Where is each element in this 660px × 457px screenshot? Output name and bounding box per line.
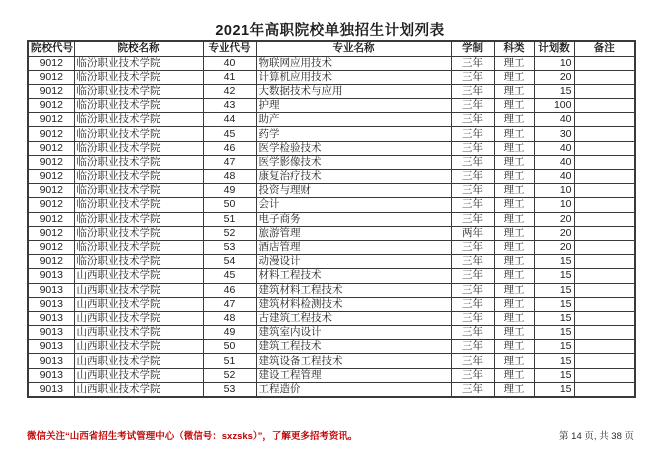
college-code-cell: 9013	[28, 269, 74, 283]
remark-cell	[574, 240, 635, 254]
column-header-college-name: 院校名称	[74, 41, 203, 56]
college-code-cell: 9013	[28, 326, 74, 340]
plan-count-cell: 40	[534, 113, 574, 127]
plan-count-cell: 15	[534, 297, 574, 311]
major-name-cell: 工程造价	[256, 382, 451, 397]
category-cell: 理工	[494, 326, 534, 340]
remark-cell	[574, 141, 635, 155]
college-code-cell: 9012	[28, 226, 74, 240]
major-name-cell: 物联网应用技术	[256, 56, 451, 70]
plan-count-cell: 15	[534, 382, 574, 397]
enrollment-plan-table	[27, 40, 636, 398]
duration-cell: 三年	[451, 283, 494, 297]
table-row	[28, 56, 635, 70]
plan-count-cell: 40	[534, 155, 574, 169]
duration-cell: 三年	[451, 99, 494, 113]
college-code-cell: 9013	[28, 283, 74, 297]
major-name-cell: 大数据技术与应用	[256, 84, 451, 98]
college-code-cell: 9012	[28, 198, 74, 212]
duration-cell: 三年	[451, 155, 494, 169]
major-code-cell: 46	[203, 141, 256, 155]
column-header-category: 科类	[494, 41, 534, 56]
remark-cell	[574, 70, 635, 84]
major-code-cell: 51	[203, 212, 256, 226]
college-code-cell: 9012	[28, 255, 74, 269]
remark-cell	[574, 155, 635, 169]
table-row	[28, 255, 635, 269]
college-name-cell: 临汾职业技术学院	[74, 113, 203, 127]
remark-cell	[574, 340, 635, 354]
major-code-cell: 48	[203, 311, 256, 325]
major-name-cell: 助产	[256, 113, 451, 127]
duration-cell: 三年	[451, 240, 494, 254]
column-header-remark: 备注	[574, 41, 635, 56]
duration-cell: 三年	[451, 70, 494, 84]
category-cell: 理工	[494, 212, 534, 226]
category-cell: 理工	[494, 368, 534, 382]
major-name-cell: 医学检验技术	[256, 141, 451, 155]
major-name-cell: 酒店管理	[256, 240, 451, 254]
college-code-cell: 9012	[28, 99, 74, 113]
category-cell: 理工	[494, 84, 534, 98]
college-code-cell: 9012	[28, 70, 74, 84]
category-cell: 理工	[494, 184, 534, 198]
page-title: 2021年高职院校单独招生计划列表	[215, 23, 445, 39]
table-row	[28, 226, 635, 240]
category-cell: 理工	[494, 56, 534, 70]
remark-cell	[574, 382, 635, 397]
column-header-college-code: 院校代号	[28, 41, 74, 56]
college-name-cell: 临汾职业技术学院	[74, 212, 203, 226]
remark-cell	[574, 212, 635, 226]
college-code-cell: 9013	[28, 368, 74, 382]
plan-count-cell: 30	[534, 127, 574, 141]
column-header-major-name: 专业名称	[256, 41, 451, 56]
college-name-cell: 山西职业技术学院	[74, 311, 203, 325]
plan-count-cell: 15	[534, 311, 574, 325]
college-code-cell: 9013	[28, 382, 74, 397]
college-code-cell: 9012	[28, 212, 74, 226]
plan-count-cell: 15	[534, 255, 574, 269]
duration-cell: 三年	[451, 56, 494, 70]
category-cell: 理工	[494, 99, 534, 113]
major-code-cell: 48	[203, 170, 256, 184]
plan-count-cell: 20	[534, 240, 574, 254]
column-header-major-code: 专业代号	[203, 41, 256, 56]
category-cell: 理工	[494, 155, 534, 169]
college-code-cell: 9013	[28, 354, 74, 368]
table-row	[28, 127, 635, 141]
college-name-cell: 临汾职业技术学院	[74, 184, 203, 198]
major-code-cell: 47	[203, 297, 256, 311]
college-code-cell: 9012	[28, 56, 74, 70]
major-name-cell: 医学影像技术	[256, 155, 451, 169]
college-code-cell: 9012	[28, 141, 74, 155]
major-name-cell: 康复治疗技术	[256, 170, 451, 184]
duration-cell: 三年	[451, 184, 494, 198]
college-code-cell: 9012	[28, 170, 74, 184]
major-name-cell: 建筑材料检测技术	[256, 297, 451, 311]
plan-count-cell: 10	[534, 184, 574, 198]
duration-cell: 三年	[451, 269, 494, 283]
table-row	[28, 311, 635, 325]
college-code-cell: 9012	[28, 84, 74, 98]
category-cell: 理工	[494, 127, 534, 141]
remark-cell	[574, 127, 635, 141]
college-name-cell: 临汾职业技术学院	[74, 84, 203, 98]
table-row	[28, 297, 635, 311]
plan-count-cell: 15	[534, 354, 574, 368]
duration-cell: 三年	[451, 141, 494, 155]
category-cell: 理工	[494, 113, 534, 127]
major-name-cell: 动漫设计	[256, 255, 451, 269]
major-code-cell: 45	[203, 269, 256, 283]
remark-cell	[574, 170, 635, 184]
remark-cell	[574, 326, 635, 340]
table-row	[28, 113, 635, 127]
category-cell: 理工	[494, 226, 534, 240]
duration-cell: 三年	[451, 127, 494, 141]
college-name-cell: 临汾职业技术学院	[74, 141, 203, 155]
category-cell: 理工	[494, 240, 534, 254]
category-cell: 理工	[494, 311, 534, 325]
remark-cell	[574, 311, 635, 325]
table-body	[28, 56, 635, 397]
plan-count-cell: 10	[534, 198, 574, 212]
major-name-cell: 旅游管理	[256, 226, 451, 240]
remark-cell	[574, 184, 635, 198]
plan-count-cell: 15	[534, 326, 574, 340]
duration-cell: 三年	[451, 212, 494, 226]
table-row	[28, 368, 635, 382]
college-code-cell: 9013	[28, 311, 74, 325]
major-name-cell: 护理	[256, 99, 451, 113]
duration-cell: 三年	[451, 297, 494, 311]
category-cell: 理工	[494, 283, 534, 297]
major-code-cell: 46	[203, 283, 256, 297]
duration-cell: 三年	[451, 311, 494, 325]
remark-cell	[574, 297, 635, 311]
wechat-notice: 微信关注“山西省招生考试管理中心（微信号：sxzsks）”，了解更多招考资讯。	[27, 431, 358, 442]
duration-cell: 三年	[451, 340, 494, 354]
table-row	[28, 99, 635, 113]
remark-cell	[574, 113, 635, 127]
college-name-cell: 山西职业技术学院	[74, 368, 203, 382]
table-row	[28, 340, 635, 354]
remark-cell	[574, 198, 635, 212]
college-name-cell: 山西职业技术学院	[74, 354, 203, 368]
major-code-cell: 49	[203, 184, 256, 198]
table-row	[28, 240, 635, 254]
table-row	[28, 70, 635, 84]
college-name-cell: 山西职业技术学院	[74, 340, 203, 354]
duration-cell: 三年	[451, 84, 494, 98]
major-code-cell: 52	[203, 368, 256, 382]
category-cell: 理工	[494, 70, 534, 84]
major-name-cell: 古建筑工程技术	[256, 311, 451, 325]
major-name-cell: 计算机应用技术	[256, 70, 451, 84]
plan-count-cell: 40	[534, 170, 574, 184]
table-header-row	[28, 41, 635, 56]
major-code-cell: 52	[203, 226, 256, 240]
major-name-cell: 建设工程管理	[256, 368, 451, 382]
category-cell: 理工	[494, 255, 534, 269]
college-name-cell: 临汾职业技术学院	[74, 99, 203, 113]
category-cell: 理工	[494, 141, 534, 155]
major-name-cell: 会计	[256, 198, 451, 212]
major-code-cell: 44	[203, 113, 256, 127]
college-name-cell: 山西职业技术学院	[74, 326, 203, 340]
college-code-cell: 9013	[28, 297, 74, 311]
column-header-duration: 学制	[451, 41, 494, 56]
table-header	[28, 41, 635, 56]
plan-count-cell: 20	[534, 226, 574, 240]
table-row	[28, 382, 635, 397]
college-name-cell: 临汾职业技术学院	[74, 255, 203, 269]
major-code-cell: 54	[203, 255, 256, 269]
table-row	[28, 198, 635, 212]
college-code-cell: 9012	[28, 127, 74, 141]
major-code-cell: 50	[203, 198, 256, 212]
column-header-plan-count: 计划数	[534, 41, 574, 56]
major-name-cell: 建筑设备工程技术	[256, 354, 451, 368]
remark-cell	[574, 283, 635, 297]
college-name-cell: 山西职业技术学院	[74, 269, 203, 283]
duration-cell: 三年	[451, 354, 494, 368]
table-row	[28, 155, 635, 169]
major-code-cell: 49	[203, 326, 256, 340]
remark-cell	[574, 84, 635, 98]
category-cell: 理工	[494, 198, 534, 212]
college-name-cell: 山西职业技术学院	[74, 382, 203, 397]
duration-cell: 三年	[451, 368, 494, 382]
college-name-cell: 临汾职业技术学院	[74, 170, 203, 184]
table-row	[28, 269, 635, 283]
remark-cell	[574, 255, 635, 269]
college-name-cell: 临汾职业技术学院	[74, 240, 203, 254]
duration-cell: 三年	[451, 198, 494, 212]
plan-count-cell: 20	[534, 212, 574, 226]
college-code-cell: 9012	[28, 240, 74, 254]
table-row	[28, 326, 635, 340]
major-code-cell: 51	[203, 354, 256, 368]
table-row	[28, 170, 635, 184]
major-code-cell: 42	[203, 84, 256, 98]
duration-cell: 三年	[451, 382, 494, 397]
plan-count-cell: 15	[534, 283, 574, 297]
remark-cell	[574, 56, 635, 70]
major-code-cell: 50	[203, 340, 256, 354]
college-name-cell: 临汾职业技术学院	[74, 198, 203, 212]
table-row	[28, 283, 635, 297]
duration-cell: 两年	[451, 226, 494, 240]
major-name-cell: 电子商务	[256, 212, 451, 226]
college-code-cell: 9012	[28, 184, 74, 198]
major-code-cell: 47	[203, 155, 256, 169]
table-row	[28, 141, 635, 155]
college-code-cell: 9012	[28, 113, 74, 127]
category-cell: 理工	[494, 297, 534, 311]
major-name-cell: 建筑室内设计	[256, 326, 451, 340]
major-code-cell: 53	[203, 240, 256, 254]
major-code-cell: 41	[203, 70, 256, 84]
plan-count-cell: 15	[534, 340, 574, 354]
remark-cell	[574, 368, 635, 382]
college-name-cell: 临汾职业技术学院	[74, 56, 203, 70]
college-code-cell: 9012	[28, 155, 74, 169]
major-name-cell: 建筑工程技术	[256, 340, 451, 354]
duration-cell: 三年	[451, 170, 494, 184]
college-name-cell: 山西职业技术学院	[74, 283, 203, 297]
major-code-cell: 45	[203, 127, 256, 141]
table-row	[28, 354, 635, 368]
plan-count-cell: 100	[534, 99, 574, 113]
table-row	[28, 84, 635, 98]
remark-cell	[574, 354, 635, 368]
page-number-info: 第 14 页, 共 38 页	[559, 431, 634, 442]
remark-cell	[574, 99, 635, 113]
major-name-cell: 药学	[256, 127, 451, 141]
duration-cell: 三年	[451, 255, 494, 269]
remark-cell	[574, 226, 635, 240]
major-code-cell: 53	[203, 382, 256, 397]
college-name-cell: 临汾职业技术学院	[74, 155, 203, 169]
duration-cell: 三年	[451, 113, 494, 127]
category-cell: 理工	[494, 354, 534, 368]
plan-count-cell: 15	[534, 368, 574, 382]
category-cell: 理工	[494, 382, 534, 397]
plan-count-cell: 20	[534, 70, 574, 84]
table-row	[28, 212, 635, 226]
category-cell: 理工	[494, 269, 534, 283]
plan-count-cell: 10	[534, 56, 574, 70]
major-name-cell: 建筑材料工程技术	[256, 283, 451, 297]
college-name-cell: 临汾职业技术学院	[74, 70, 203, 84]
remark-cell	[574, 269, 635, 283]
major-code-cell: 40	[203, 56, 256, 70]
plan-count-cell: 40	[534, 141, 574, 155]
college-code-cell: 9013	[28, 340, 74, 354]
duration-cell: 三年	[451, 326, 494, 340]
page-footer	[27, 428, 634, 442]
category-cell: 理工	[494, 340, 534, 354]
major-name-cell: 材料工程技术	[256, 269, 451, 283]
plan-count-cell: 15	[534, 84, 574, 98]
major-name-cell: 投资与理财	[256, 184, 451, 198]
college-name-cell: 山西职业技术学院	[74, 297, 203, 311]
major-code-cell: 43	[203, 99, 256, 113]
college-name-cell: 临汾职业技术学院	[74, 226, 203, 240]
plan-count-cell: 15	[534, 269, 574, 283]
college-name-cell: 临汾职业技术学院	[74, 127, 203, 141]
category-cell: 理工	[494, 170, 534, 184]
table-row	[28, 184, 635, 198]
